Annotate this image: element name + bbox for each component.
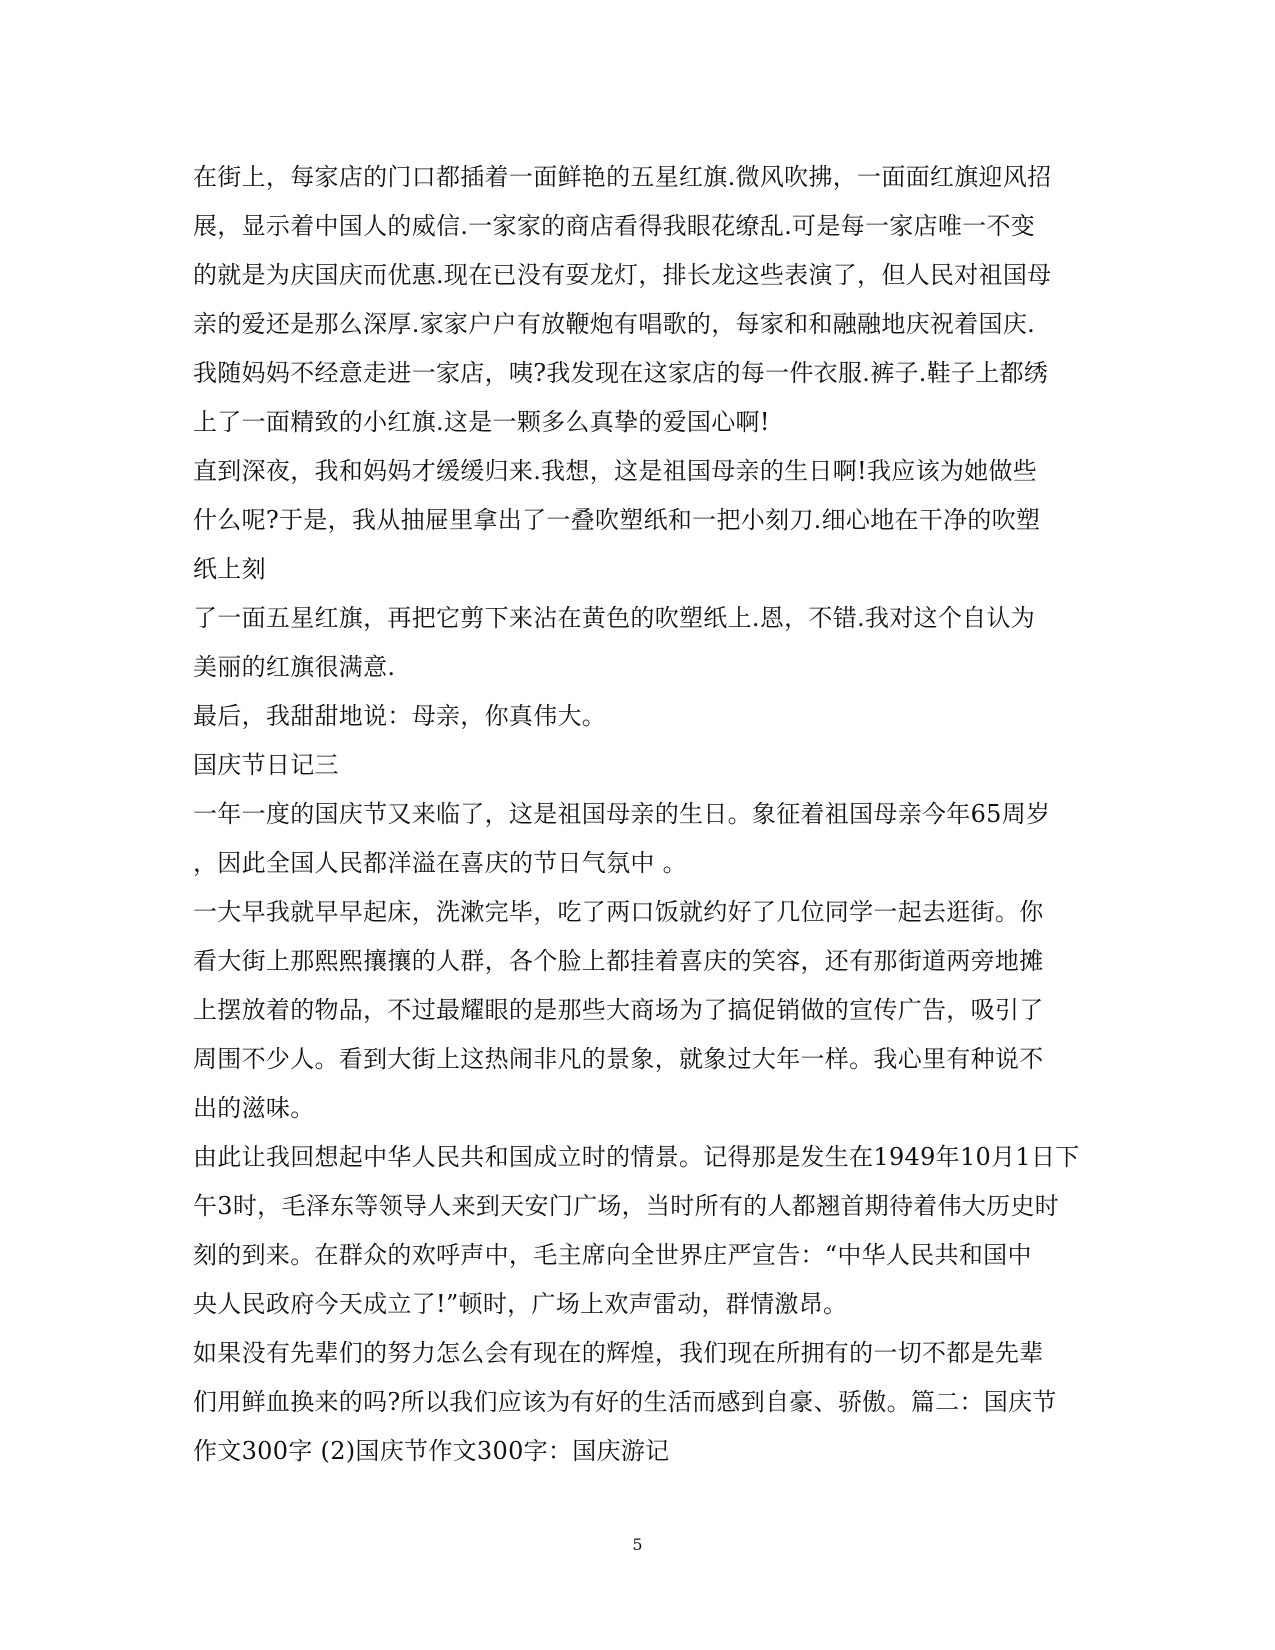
document-body (193, 153, 1088, 1476)
text-line: 刻的到来。在群众的欢呼声中，毛主席向全世界庄严宣告：“中华人民共和国中 (193, 1241, 1032, 1269)
text-line: 们用鲜血换来的吗?所以我们应该为有好的生活而感到自豪、骄傲。篇二：国庆节 (193, 1388, 1057, 1416)
text-line: 上摆放着的物品，不过最耀眼的是那些大商场为了搞促销做的宣传广告，吸引了 (193, 996, 1044, 1024)
text-line: 展，显示着中国人的威信.一家家的商店看得我眼花缭乱.可是每一家店唯一不变 (193, 212, 1036, 240)
text-line: 周围不少人。看到大街上这热闹非凡的景象，就象过大年一样。我心里有种说不 (193, 1045, 1044, 1073)
text-line: 上了一面精致的小红旗.这是一颗多么真挚的爱国心啊! (193, 408, 770, 436)
text-line: 什么呢?于是，我从抽屉里拿出了一叠吹塑纸和一把小刻刀.细心地在干净的吹塑 (193, 506, 1041, 534)
page-number: 5 (632, 1535, 643, 1554)
text-line: ，因此全国人民都洋溢在喜庆的节日气氛中 。 (193, 849, 687, 877)
text-line: 我随妈妈不经意走进一家店，咦?我发现在这家店的每一件衣服.裤子.鞋子上都绣 (193, 359, 1049, 387)
text-line: 午3时，毛泽东等领导人来到天安门广场，当时所有的人都翘首期待着伟大历史时 (193, 1192, 1060, 1220)
text-line: 一年一度的国庆节又来临了，这是祖国母亲的生日。象征着祖国母亲今年65周岁 (193, 800, 1051, 828)
text-line: 在街上，每家店的门口都插着一面鲜艳的五星红旗.微风吹拂，一面面红旗迎风招 (193, 163, 1052, 191)
text-line: 由此让我回想起中华人民共和国成立时的情景。记得那是发生在1949年10月1日下 (193, 1143, 1080, 1171)
text-line: 如果没有先辈们的努力怎么会有现在的辉煌，我们现在所拥有的一切不都是先辈 (193, 1339, 1044, 1367)
text-line: 的就是为庆国庆而优惠.现在已没有耍龙灯，排长龙这些表演了，但人民对祖国母 (193, 261, 1052, 289)
text-line: 最后，我甜甜地说：母亲，你真伟大。 (193, 702, 607, 730)
text-line: 出的滋味。 (193, 1094, 315, 1122)
section-heading: 国庆节日记三 (193, 751, 339, 779)
text-line: 了一面五星红旗，再把它剪下来沾在黄色的吹塑纸上.恩，不错.我对这个自认为 (193, 604, 1036, 632)
text-line: 亲的爱还是那么深厚.家家户户有放鞭炮有唱歌的，每家和和融融地庆祝着国庆. (193, 310, 1036, 338)
text-line: 一大早我就早早起床，洗漱完毕，吃了两口饭就约好了几位同学一起去逛街。你 (193, 898, 1044, 926)
text-line: 美丽的红旗很满意. (193, 653, 396, 681)
text-line: 纸上刻 (193, 555, 266, 583)
text-line: 央人民政府今天成立了!”顿时，广场上欢声雷动，群情激昂。 (193, 1290, 848, 1318)
text-line: 直到深夜，我和妈妈才缓缓归来.我想，这是祖国母亲的生日啊!我应该为她做些 (193, 457, 1038, 485)
text-line: 作文300字 (2)国庆节作文300字：国庆游记 (193, 1437, 670, 1465)
text-line: 看大街上那熙熙攘攘的人群，各个脸上都挂着喜庆的笑容，还有那街道两旁地摊 (193, 947, 1044, 975)
